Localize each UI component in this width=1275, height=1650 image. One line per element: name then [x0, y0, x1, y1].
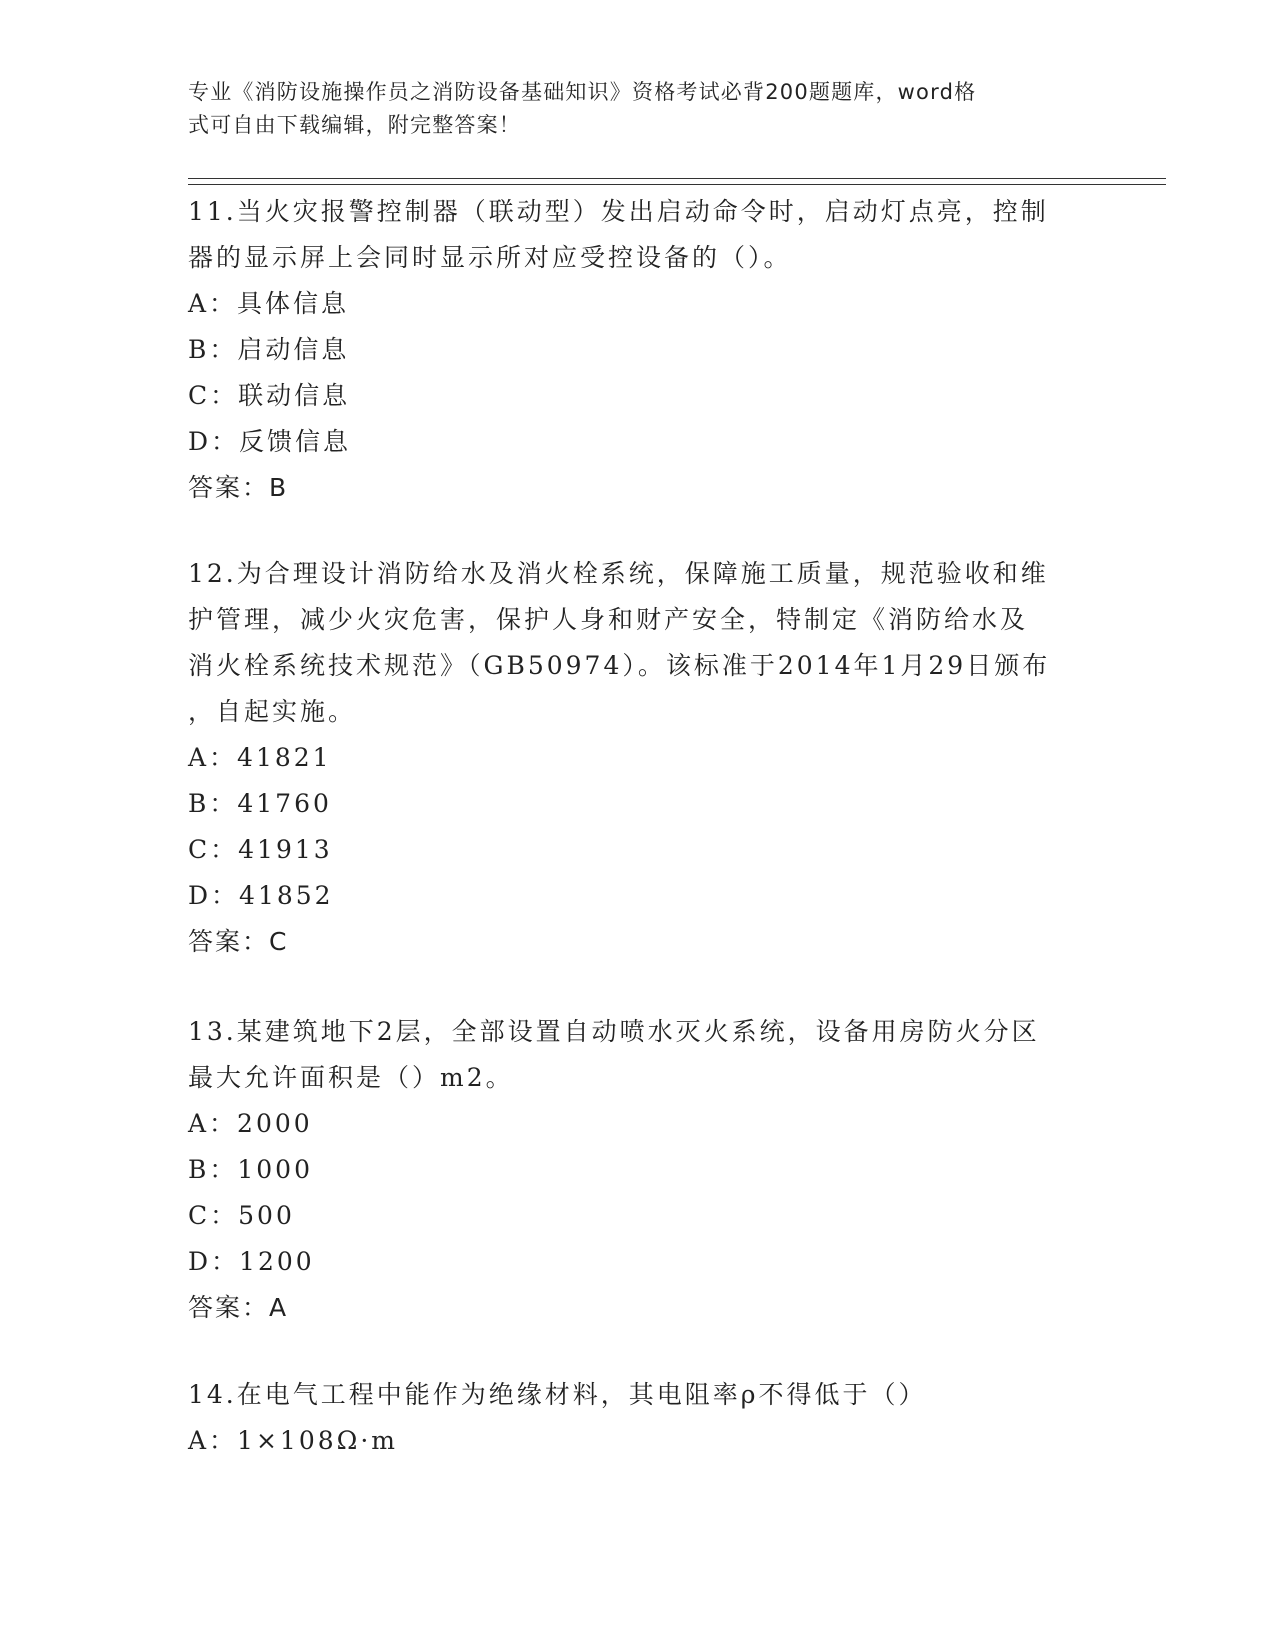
option-c: C：联动信息 [188, 381, 351, 410]
question-stem-line: 12.为合理设计消防给水及消火栓系统，保障施工质量，规范验收和维 [188, 559, 1049, 588]
question-14 [188, 1372, 1088, 1464]
question-13 [188, 1009, 1088, 1331]
question-12 [188, 551, 1088, 965]
question-stem-line: 消火栓系统技术规范》（GB50974）。该标准于2014年1月29日颁布 [188, 651, 1051, 680]
question-stem-line: ，自起实施。 [188, 697, 357, 726]
answer: 答案：B [188, 473, 289, 502]
option-a: A：41821 [188, 743, 332, 772]
option-b: B：41760 [188, 789, 332, 818]
option-b: B：启动信息 [188, 335, 350, 364]
option-b: B：1000 [188, 1155, 313, 1184]
answer: 答案：A [188, 1293, 289, 1322]
question-stem-line: 11.当火灾报警控制器（联动型）发出启动命令时，启动灯点亮，控制 [188, 197, 1049, 226]
question-stem-line: 13.某建筑地下2层，全部设置自动喷水灭火系统，设备用房防火分区 [188, 1017, 1040, 1046]
intro-line-1: 专业《消防设施操作员之消防设备基础知识》资格考试必背200题题库，word格 [188, 80, 977, 104]
option-d: D：1200 [188, 1247, 315, 1276]
option-c: C：41913 [188, 835, 333, 864]
answer: 答案：C [188, 927, 289, 956]
document-intro [188, 76, 1068, 142]
question-11 [188, 189, 1088, 511]
question-stem-line: 最大允许面积是（）m2。 [188, 1063, 514, 1092]
option-a: A：具体信息 [188, 289, 350, 318]
intro-line-2: 式可自由下载编辑，附完整答案！ [188, 113, 521, 137]
header-divider-thick [188, 178, 1166, 179]
option-a: A：2000 [188, 1109, 313, 1138]
option-d: D：41852 [188, 881, 334, 910]
question-stem-line: 14.在电气工程中能作为绝缘材料，其电阻率ρ不得低于（） [188, 1380, 927, 1409]
option-c: C：500 [188, 1201, 295, 1230]
question-stem-line: 器的显示屏上会同时显示所对应受控设备的（）。 [188, 243, 792, 272]
option-a: A：1×108Ω·m [188, 1426, 399, 1455]
header-divider-thin [188, 184, 1166, 185]
option-d: D：反馈信息 [188, 427, 352, 456]
question-stem-line: 护管理，减少火灾危害，保护人身和财产安全，特制定《消防给水及 [188, 605, 1029, 634]
